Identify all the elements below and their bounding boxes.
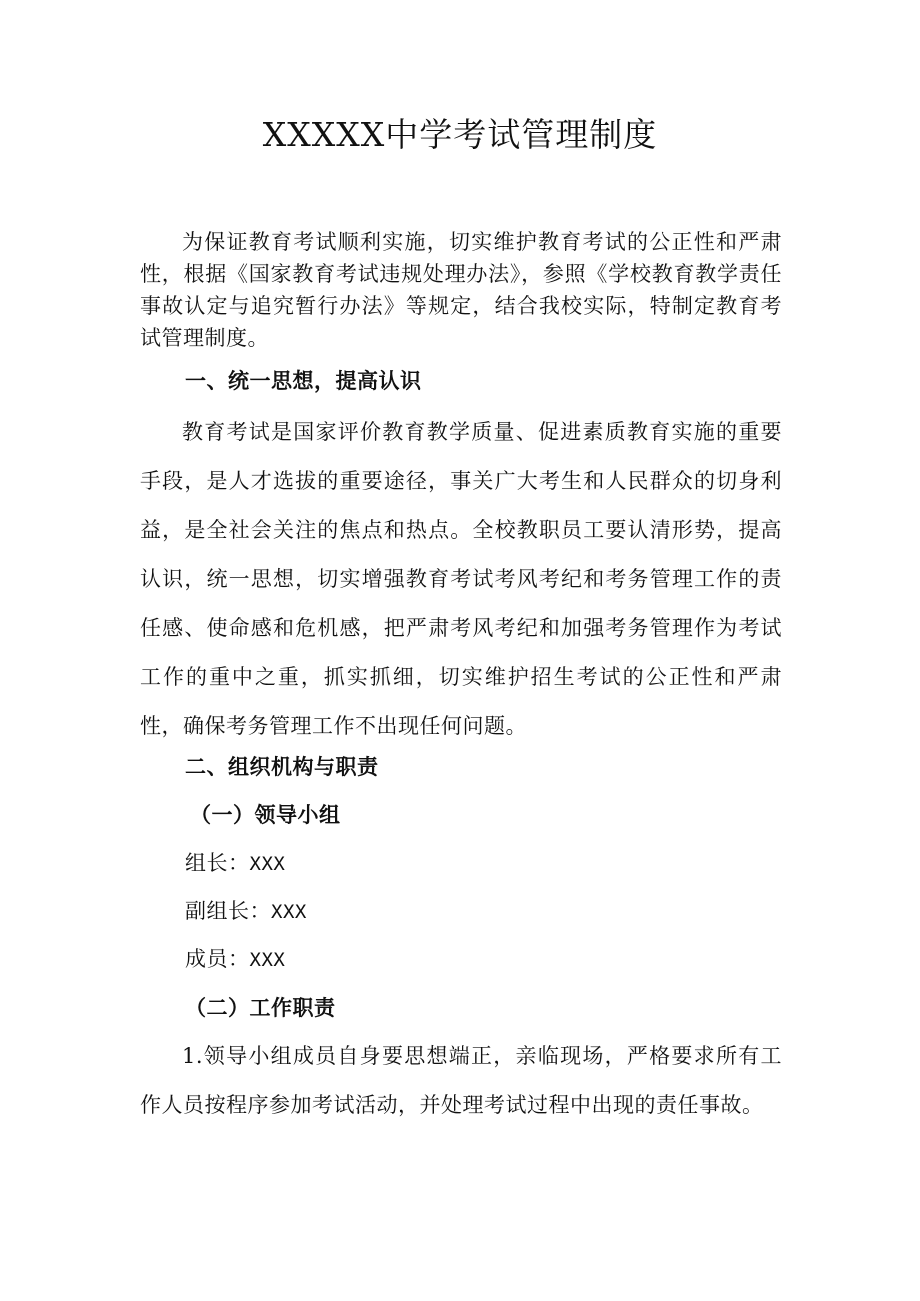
leader-value: XXX (249, 853, 286, 875)
leader-line (185, 848, 285, 879)
duty-item-1: 1.领导小组成员自身要思想端正，亲临现场，严格要求所有工作人员按程序参加考试活动，并处理考试过程中出现的责任事故。 (140, 1044, 782, 1117)
members-value: XXX (249, 949, 286, 971)
deputy-leader-line (185, 896, 307, 927)
document-title: XXXXX中学考试管理制度 (262, 115, 658, 154)
deputy-leader-label: 副组长： (185, 899, 271, 923)
deputy-leader-value: XXX (271, 901, 307, 923)
section1-paragraph: 教育考试是国家评价教育教学质量、促进素质教育实施的重要手段，是人才选拔的重要途径，事关广大考生和人民群众的切身利益，是全社会关注的焦点和热点。全校教职员工要认清形势，提高认识，统一思想，切实增强教育考试考风考纪和考务管理工作的责任感、使命感和危机感，把严肃考风考纪和加强考务管理作为考试工作的重中之重，抓实抓细，切实维护招生考试的公正性和严肃性，确保考务管理工作不出现任何问题。 (140, 420, 782, 738)
section1-heading: 一、统一思想，提高认识 (185, 368, 422, 393)
subsection-duties-heading: （二）工作职责 (185, 995, 336, 1020)
members-label: 成员： (185, 947, 250, 971)
subsection-leadership-heading: （一）领导小组 (190, 802, 341, 827)
leader-label: 组长： (185, 851, 250, 875)
members-line (185, 944, 285, 975)
section2-heading: 二、组织机构与职责 (185, 754, 379, 779)
intro-paragraph: 为保证教育考试顺利实施，切实维护教育考试的公正性和严肃性，根据《国家教育考试违规处理办法》，参照《学校教育教学责任事故认定与追究暂行办法》等规定，结合我校实际，特制定教育考试管理制度。 (140, 230, 782, 350)
